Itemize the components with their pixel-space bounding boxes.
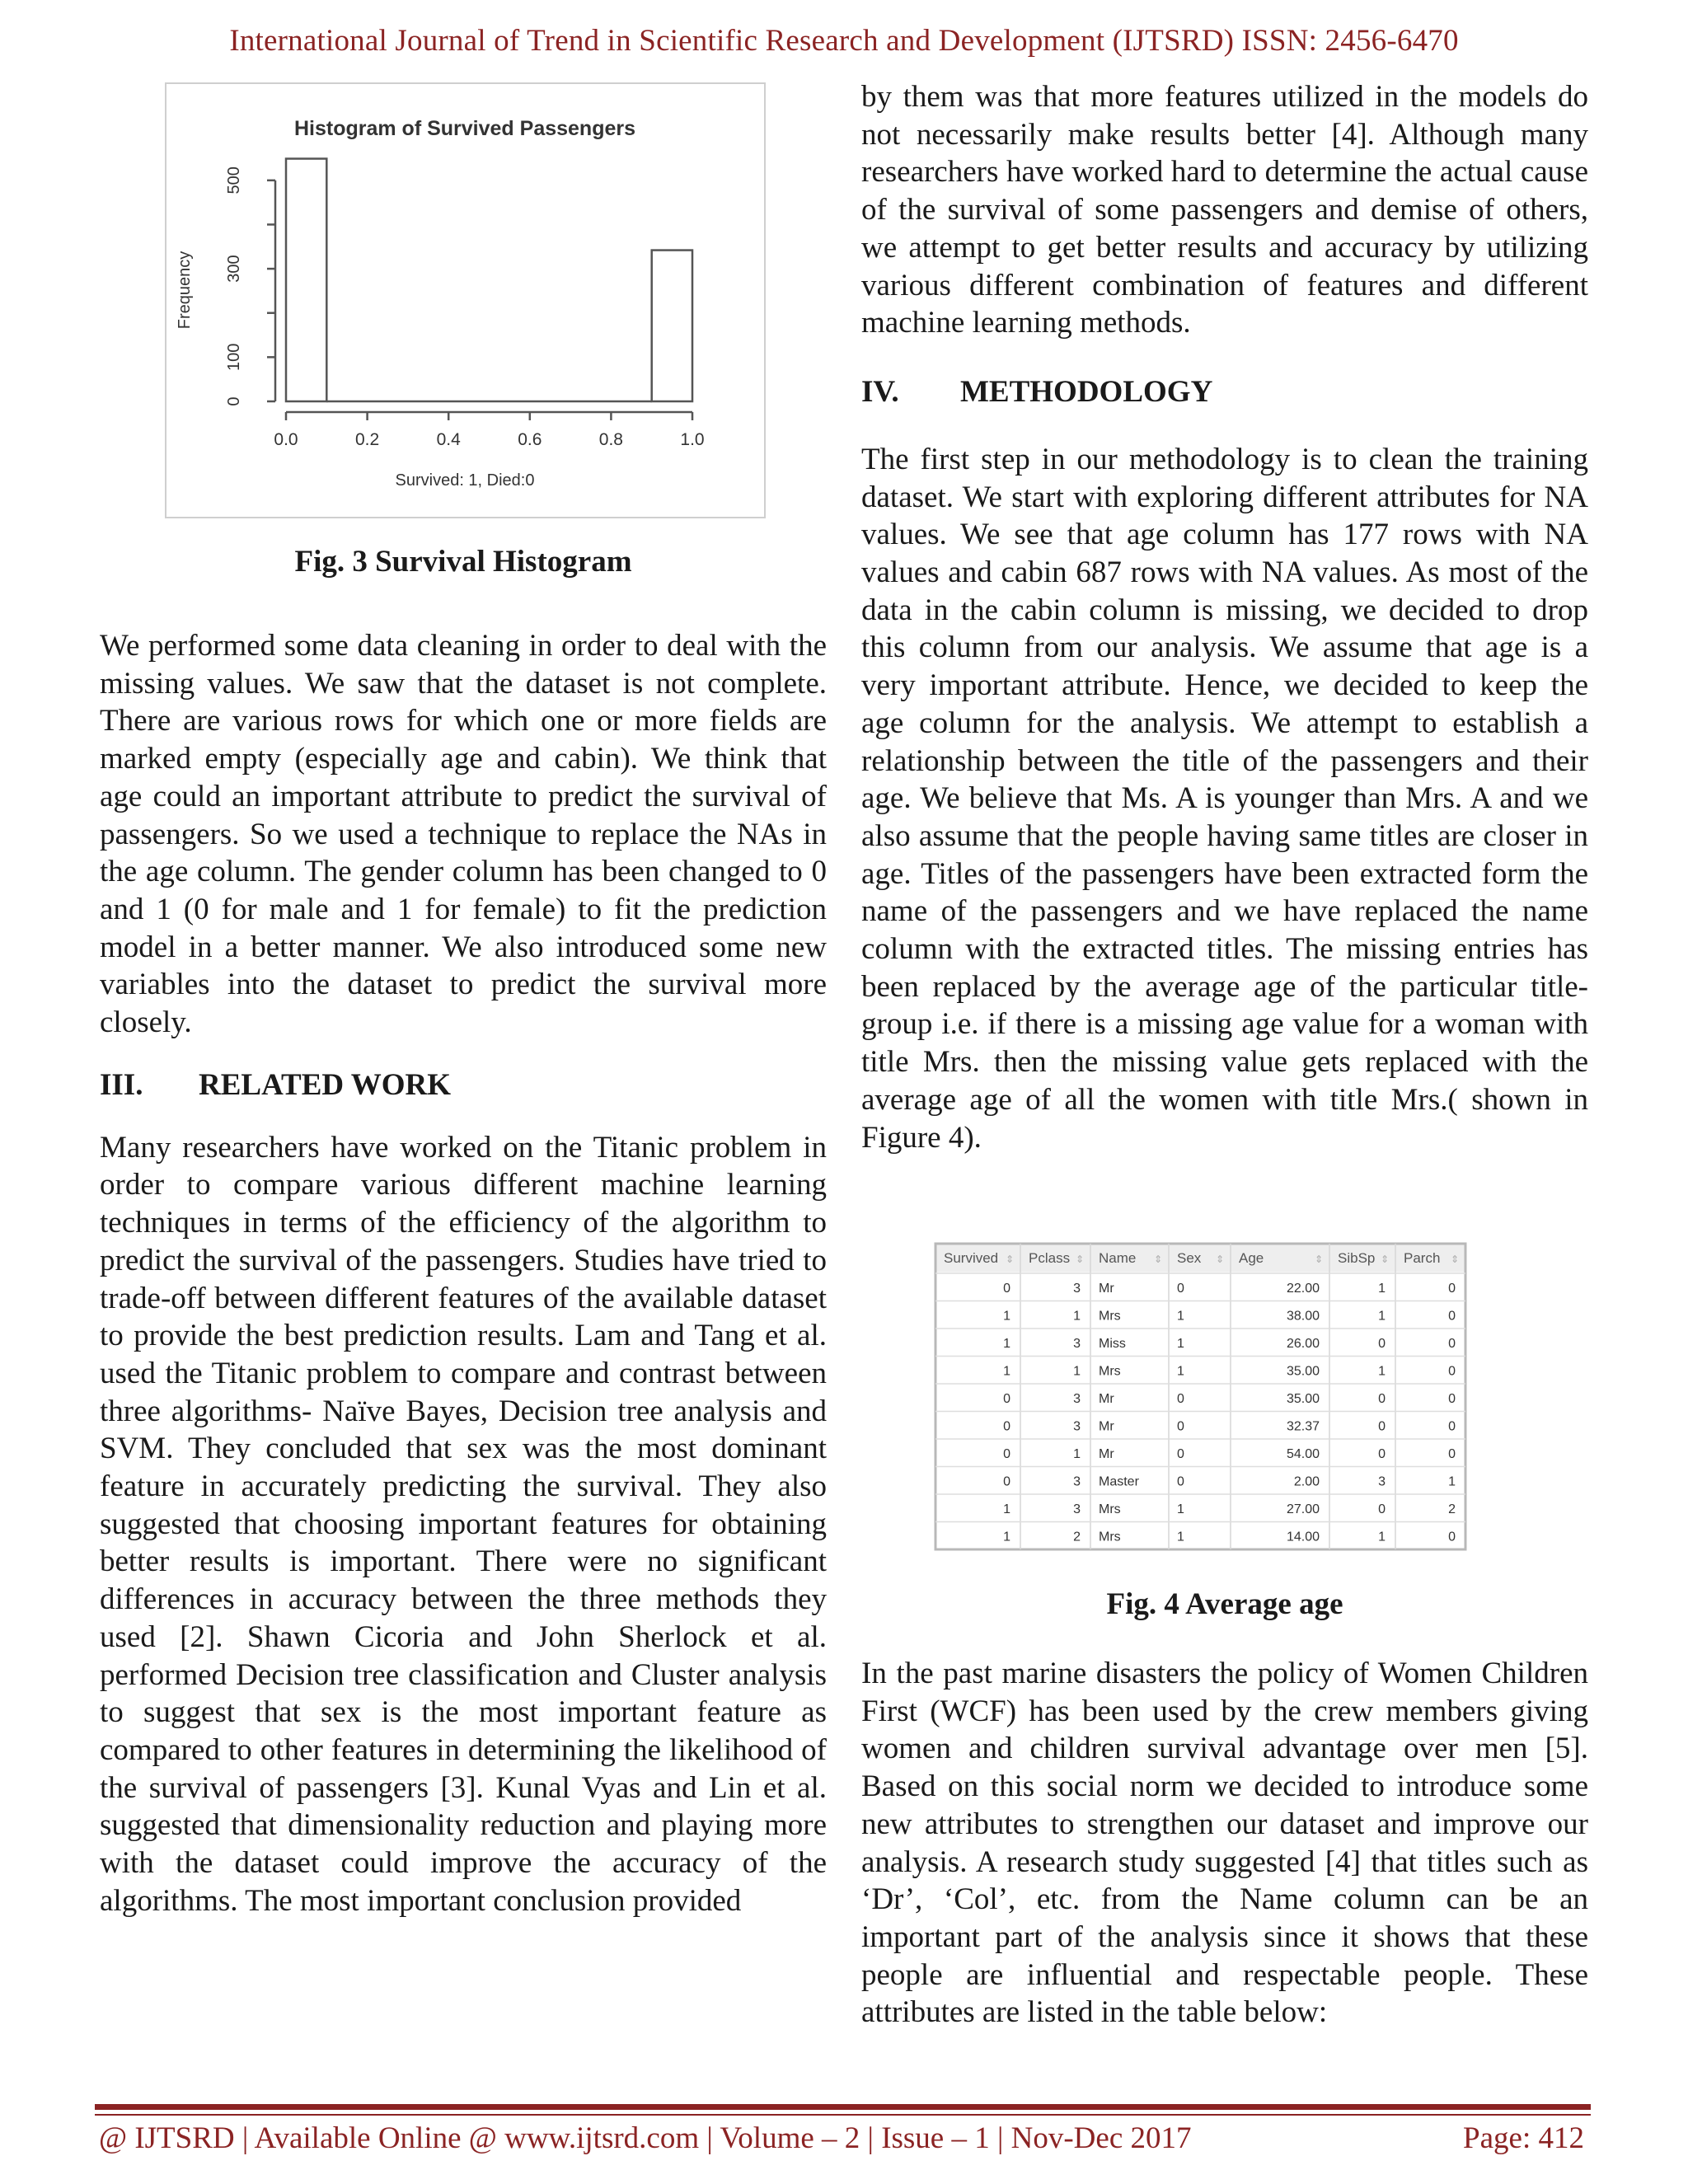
table-cell: 1 [1177, 1364, 1184, 1379]
table-cell: Mr [1099, 1419, 1114, 1434]
page-footer [99, 2121, 1584, 2156]
table-cell: Mr [1099, 1281, 1114, 1296]
table-cell: 14.00 [1286, 1530, 1320, 1544]
table-cell: 0 [1378, 1446, 1386, 1461]
table-cell: 1 [1073, 1364, 1081, 1379]
table-cell: 38.00 [1286, 1309, 1320, 1324]
section-methodology-heading [861, 373, 1588, 411]
table-cell: Master [1099, 1474, 1139, 1489]
y-axis-label: Frequency [176, 251, 194, 330]
table-cell: 22.00 [1286, 1281, 1320, 1296]
y-tick-label: 300 [225, 255, 243, 283]
column-header: Pclass [1029, 1250, 1071, 1266]
table-cell: 27.00 [1286, 1502, 1320, 1516]
table-cell: 1 [1177, 1309, 1184, 1324]
table-cell: 3 [1073, 1419, 1081, 1434]
related-work-paragraph: Many researchers have worked on the Titanic problem in order to compare various different machine learning techniques in terms of the efficiency of the algorithm to predict the survival of the passengers. Studies have tried to trade-off between different features of the available dataset to provide the best prediction results. Lam and Tang et al. used the Titanic problem to compare and contrast between three algorithms- Naïve Bayes, Decision tree analysis and SVM. They concluded that sex was the most dominant feature in accurately predicting the survival. They also suggested that choosing important features for obtaining better results is important. There were no significant differences in accuracy between the three methods they used [2]. Shawn Cicoria and John Sherlock et al. performed Decision tree classification and Cluster analysis to suggest that sex is the most important feature as compared to other features in determining the likelihood of the survival of passengers [3]. Kunal Vyas and Lin et al. suggested that dimensionality reduction and playing more with the dataset could improve the accuracy of the algorithms. The most important conclusion provided [100, 1130, 827, 1918]
x-tick-label: 0.2 [354, 430, 380, 449]
table-cell: 35.00 [1286, 1364, 1320, 1379]
table-cell: 0 [1177, 1419, 1184, 1434]
methodology-paragraph: The first step in our methodology is to clean the training dataset. We start with exploring different attributes for NA values. We see that age column has 177 rows with NA values and cabin 687 rows with NA values. As most of the data in the cabin column is missing, we decided to drop this column from our analysis. We assume that age is a very important attribute. Hence, we decided to keep the age column for the analysis. We attempt to establish a relationship between the title of the passengers and their age. We believe that Ms. A is younger than Mrs. A and we also assume that the people having same titles are closer in age. Titles of the passengers have been extracted form the name of the passengers and we have replaced the name column with the extracted titles. The missing entries has been replaced by the average age of the particular title-group i.e. if there is a missing age value for a woman with title Mrs. then the missing value gets replaced with the average age of all the women with title Mrs.( shown in Figure 4). [861, 442, 1588, 1155]
section-title: RELATED WORK [199, 1067, 451, 1102]
table-cell: 0 [1378, 1391, 1386, 1406]
column-header: Survived [944, 1250, 999, 1266]
table-cell: 0 [1177, 1281, 1184, 1296]
wcf-paragraph: In the past marine disasters the policy of Women Children First (WCF) has been used by the crew members giving women and children survival advantage over men [5]. Based on this social norm we decided to introduce some new attributes to strengthen our dataset and improve our analysis. A research study suggested [4] that titles such as ‘Dr’, ‘Col’, etc. from the Name column can be an important part of the analysis since it shows that these people are influential and respectable people. These attributes are listed in the table below: [861, 1657, 1588, 2030]
table-cell: Mrs [1099, 1309, 1121, 1324]
table-cell: 0 [1448, 1446, 1456, 1461]
table-cell: 0 [1448, 1391, 1456, 1406]
journal-header: International Journal of Trend in Scientific Research and Development (IJTSRD) ISSN: 2456-6470 [229, 24, 1459, 58]
table-cell: 1 [1378, 1364, 1386, 1379]
table-cell: 0 [1003, 1419, 1010, 1434]
table-cell: 1 [1003, 1336, 1010, 1351]
table-cell: 32.37 [1286, 1419, 1320, 1434]
sort-icon: ⇕ [1075, 1254, 1084, 1265]
table-cell: 2 [1448, 1502, 1456, 1516]
section-related-work-heading [100, 1066, 827, 1104]
sort-icon: ⇕ [1314, 1254, 1323, 1265]
sort-icon: ⇕ [1380, 1254, 1389, 1265]
table-cell: 3 [1073, 1281, 1081, 1296]
table-cell: 1 [1073, 1446, 1081, 1461]
table-cell: 0 [1448, 1336, 1456, 1351]
table-cell: 1 [1177, 1336, 1184, 1351]
right-column-lower [861, 1586, 1588, 2032]
page-number: Page: 412 [1463, 2121, 1584, 2155]
table-cell: 1 [1003, 1309, 1010, 1324]
sort-icon: ⇕ [1153, 1254, 1162, 1265]
table-cell: 0 [1003, 1474, 1010, 1489]
sort-icon: ⇕ [1215, 1254, 1224, 1265]
table-cell: Mr [1099, 1391, 1114, 1406]
table-cell: Mrs [1099, 1530, 1121, 1544]
table-cell: 0 [1003, 1391, 1010, 1406]
table-cell: 1 [1378, 1530, 1386, 1544]
table-cell: 0 [1448, 1530, 1456, 1544]
table-cell: 3 [1378, 1474, 1386, 1489]
figure-4-caption: Fig. 4 Average age [1106, 1587, 1343, 1621]
data-cleaning-paragraph: We performed some data cleaning in order to deal with the missing values. We saw that the dataset is not complete. There are various rows for which one or more fields are marked empty (especially age and cabin). We think that age could an important attribute to predict the survival of passengers. So we used a technique to replace the NAs in the age column. The gender column has been changed to 0 and 1 (0 for male and 1 for female) to fit the prediction model in a better manner. We also introduced some new variables into the dataset to predict the survival more closely. [100, 629, 827, 1040]
x-tick-label: 1.0 [680, 430, 705, 449]
table-cell: 1 [1003, 1502, 1010, 1516]
table-cell: 1 [1177, 1530, 1184, 1544]
y-tick-label: 500 [225, 166, 243, 194]
x-tick-label: 0.6 [518, 430, 542, 449]
sort-icon: ⇕ [1005, 1254, 1014, 1265]
column-header: SibSp [1338, 1250, 1376, 1266]
table-cell: Miss [1099, 1336, 1126, 1351]
table-cell: 1 [1378, 1281, 1386, 1296]
table-cell: 1 [1378, 1309, 1386, 1324]
table-cell: 0 [1177, 1446, 1184, 1461]
table-cell: 3 [1073, 1474, 1081, 1489]
average-age-table [934, 1242, 1511, 1551]
table-cell: 1 [1003, 1530, 1010, 1544]
chart-title: Histogram of Survived Passengers [293, 117, 636, 140]
left-column [100, 544, 827, 1920]
x-tick-label: 0.8 [598, 430, 624, 449]
table-cell: 3 [1073, 1502, 1081, 1516]
table-cell: 0 [1448, 1281, 1456, 1296]
y-tick-label: 0 [225, 396, 243, 406]
section-number: IV. [861, 374, 899, 409]
table-cell: 26.00 [1286, 1336, 1320, 1351]
table-cell: 0 [1177, 1391, 1184, 1406]
x-tick-label: 0.4 [436, 430, 461, 449]
histogram-bar [652, 251, 692, 401]
table-cell: 3 [1073, 1391, 1081, 1406]
table-cell: 1 [1073, 1309, 1081, 1324]
table-cell: Mrs [1099, 1502, 1121, 1516]
y-tick-label: 100 [225, 343, 243, 372]
table-cell: 35.00 [1286, 1391, 1320, 1406]
table-cell: 0 [1177, 1474, 1184, 1489]
table-cell: 3 [1073, 1336, 1081, 1351]
table-cell: 0 [1378, 1336, 1386, 1351]
x-tick-label: 0.0 [274, 430, 298, 449]
table-cell: 0 [1448, 1364, 1456, 1379]
table-cell: Mrs [1099, 1364, 1121, 1379]
table-cell: 0 [1378, 1502, 1386, 1516]
footer-info: @ IJTSRD | Available Online @ www.ijtsrd.com | Volume – 2 | Issue – 1 | Nov-Dec 2017 [99, 2121, 1192, 2155]
column-header: Parch [1404, 1250, 1441, 1266]
x-axis-label: Survived: 1, Died:0 [395, 471, 535, 490]
right-column [861, 78, 1588, 1156]
table-cell: 2.00 [1293, 1474, 1320, 1489]
table-cell: 0 [1378, 1419, 1386, 1434]
table-border [935, 1244, 1465, 1549]
section-number: III. [100, 1067, 143, 1102]
table-cell: 2 [1073, 1530, 1081, 1544]
footer-rule-thin [95, 2114, 1591, 2116]
table-cell: 54.00 [1286, 1446, 1320, 1461]
table-cell: 1 [1003, 1364, 1010, 1379]
column-header: Name [1099, 1250, 1137, 1266]
footer-rule [95, 2104, 1591, 2110]
table-cell: 0 [1448, 1419, 1456, 1434]
survival-histogram [165, 82, 766, 518]
table-cell: 0 [1003, 1281, 1010, 1296]
table-cell: 1 [1448, 1474, 1456, 1489]
section-title: METHODOLOGY [960, 374, 1213, 409]
figure-3-caption: Fig. 3 Survival Histogram [294, 545, 632, 579]
table-cell: 1 [1177, 1502, 1184, 1516]
table-cell: 0 [1003, 1446, 1010, 1461]
table-cell: 0 [1448, 1309, 1456, 1324]
sort-icon: ⇕ [1450, 1254, 1459, 1265]
related-work-continuation-paragraph: by them was that more features utilized in the models do not necessarily make results better [4]. Although many researchers have worked hard to determine the actual cause of the survival of some passengers and demise of others, we attempt to get better results and accuracy by utilizing various different combination of features and different machine learning methods. [861, 80, 1588, 340]
table-cell: Mr [1099, 1446, 1114, 1461]
column-header: Sex [1177, 1250, 1202, 1266]
histogram-bar [286, 159, 326, 401]
column-header: Age [1239, 1250, 1264, 1266]
